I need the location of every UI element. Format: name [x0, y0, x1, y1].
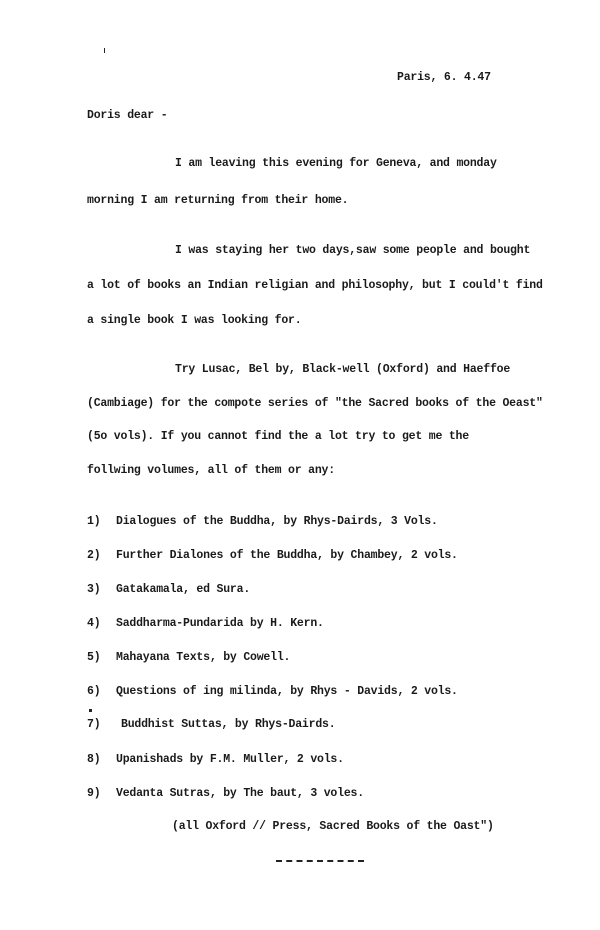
paragraph-3-line-3: (5o vols). If you cannot find the a lot try to get me the	[87, 430, 469, 443]
list-item-number: 9)	[87, 787, 101, 800]
list-item-number: 7)	[87, 718, 101, 731]
list-item-number: 1)	[87, 515, 101, 528]
list-item-number: 3)	[87, 583, 101, 596]
list-item-number: 4)	[87, 617, 101, 630]
paragraph-2-line-1: I was staying her two days,saw some people and bought	[175, 244, 531, 257]
list-item-text: Upanishads by F.M. Muller, 2 vols.	[116, 753, 344, 766]
paper-speck	[104, 48, 105, 53]
list-item-text: Vedanta Sutras, by The baut, 3 voles.	[116, 787, 364, 800]
list-item-text: Mahayana Texts, by Cowell.	[116, 651, 291, 664]
paragraph-2-line-3: a single book I was looking for.	[87, 314, 302, 327]
salutation: Doris dear -	[87, 109, 168, 122]
paragraph-2-line-2: a lot of books an Indian religian and philosophy, but I could't find	[87, 279, 543, 292]
list-item-text: Gatakamala, ed Sura.	[116, 583, 251, 596]
list-item-number: 8)	[87, 753, 101, 766]
paragraph-1-line-2: morning I am returning from their home.	[87, 194, 349, 207]
list-item-number: 5)	[87, 651, 101, 664]
closing-note: (all Oxford // Press, Sacred Books of the Oast")	[172, 820, 494, 833]
paragraph-1-line-1: I am leaving this evening for Geneva, and monday	[175, 157, 497, 170]
list-item-number: 2)	[87, 549, 101, 562]
list-item-text: Saddharma-Pundarida by H. Kern.	[116, 617, 324, 630]
list-item-text: Further Dialones of the Buddha, by Chambey, 2 vols.	[116, 549, 458, 562]
list-item-number: 6)	[87, 685, 101, 698]
paragraph-3-line-1: Try Lusac, Bel by, Black-well (Oxford) and Haeffoe	[175, 363, 511, 376]
list-item-text: Questions of ing milinda, by Rhys - Davids, 2 vols.	[116, 685, 458, 698]
paragraph-3-line-4: follwing volumes, all of them or any:	[87, 464, 335, 477]
list-item-text: Dialogues of the Buddha, by Rhys-Dairds, 3 Vols.	[116, 515, 438, 528]
list-item-text: Buddhist Suttas, by Rhys-Dairds.	[121, 718, 336, 731]
letter-date: Paris, 6. 4.47	[397, 71, 491, 84]
paragraph-3-line-2: (Cambiage) for the compote series of "the Sacred books of the Oeast"	[87, 397, 543, 410]
paper-speck	[89, 709, 92, 712]
end-mark	[276, 860, 364, 862]
